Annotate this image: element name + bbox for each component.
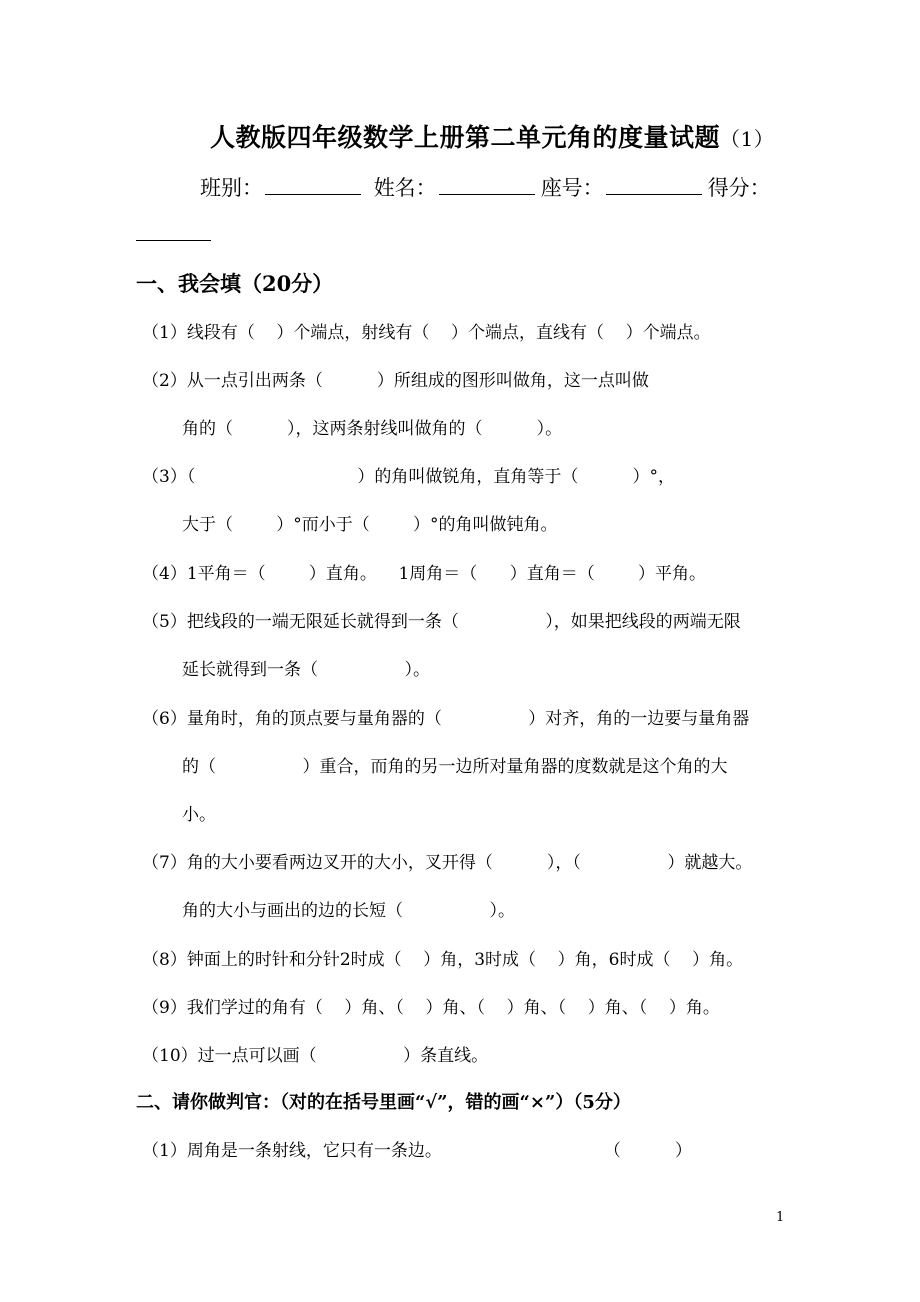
score-blank[interactable] bbox=[136, 240, 211, 241]
seat-blank[interactable] bbox=[606, 174, 702, 195]
question-line: （7）角的大小要看两边叉开的大小，叉开得（ ），（ ）就越大。 bbox=[142, 853, 753, 873]
question-line: （1）周角是一条射线，它只有一条边。 （ ） bbox=[142, 1141, 692, 1161]
title-main: 人教版四年级数学上册第二单元角的度量试题 bbox=[210, 123, 721, 152]
question-line: （4）1平角＝（ ）直角。 1周角＝（ ）直角＝（ ）平角。 bbox=[142, 564, 706, 584]
score-label: 得分： bbox=[707, 176, 771, 200]
question-line: （3）（ ）的角叫做锐角，直角等于（ ）°， bbox=[142, 467, 675, 487]
section1-heading: 一、我会填（20分） bbox=[136, 271, 334, 296]
question-line: （5）把线段的一端无限延长就得到一条（ ），如果把线段的两端无限 bbox=[142, 612, 741, 632]
question-line: （6）量角时，角的顶点要与量角器的（ ）对齐，角的一边要与量角器 bbox=[142, 709, 750, 729]
class-blank[interactable] bbox=[265, 174, 361, 195]
question-line: （10）过一点可以画（ ）条直线。 bbox=[142, 1046, 489, 1066]
class-label: 班别： bbox=[200, 176, 263, 200]
question-line: （8）钟面上的时针和分针2时成（ ）角，3时成（ ）角，6时成（ ）角。 bbox=[142, 950, 744, 970]
page-title bbox=[210, 118, 774, 154]
question-line: 的（ ）重合，而角的另一边所对量角器的度数就是这个角的大 bbox=[182, 757, 728, 777]
name-label: 姓名： bbox=[373, 176, 437, 200]
title-suffix: （1） bbox=[720, 127, 775, 151]
question-line: 大于（ ）°而小于（ ）°的角叫做钝角。 bbox=[182, 515, 558, 535]
question-line: （9）我们学过的角有（ ）角、（ ）角、（ ）角、（ ）角、（ ）角。 bbox=[142, 998, 720, 1018]
question-line: （2）从一点引出两条（ ）所组成的图形叫做角，这一点叫做 bbox=[142, 371, 649, 391]
seat-label: 座号： bbox=[540, 176, 604, 200]
question-line: 角的（ ），这两条射线叫做角的（ ）。 bbox=[182, 419, 563, 439]
question-line: （1）线段有（ ）个端点，射线有（ ）个端点，直线有（ ）个端点。 bbox=[142, 323, 711, 343]
section2-heading: 二、请你做判官：（对的在括号里画“√”，错的画“×”）（5分） bbox=[136, 1092, 631, 1113]
question-line: 角的大小与画出的边的长短（ ）。 bbox=[182, 901, 515, 921]
question-line: 小。 bbox=[182, 805, 216, 825]
question-line: 延长就得到一条（ ）。 bbox=[182, 660, 430, 680]
name-blank[interactable] bbox=[439, 174, 535, 195]
page-number: 1 bbox=[776, 1210, 785, 1225]
student-info-row bbox=[200, 172, 771, 202]
